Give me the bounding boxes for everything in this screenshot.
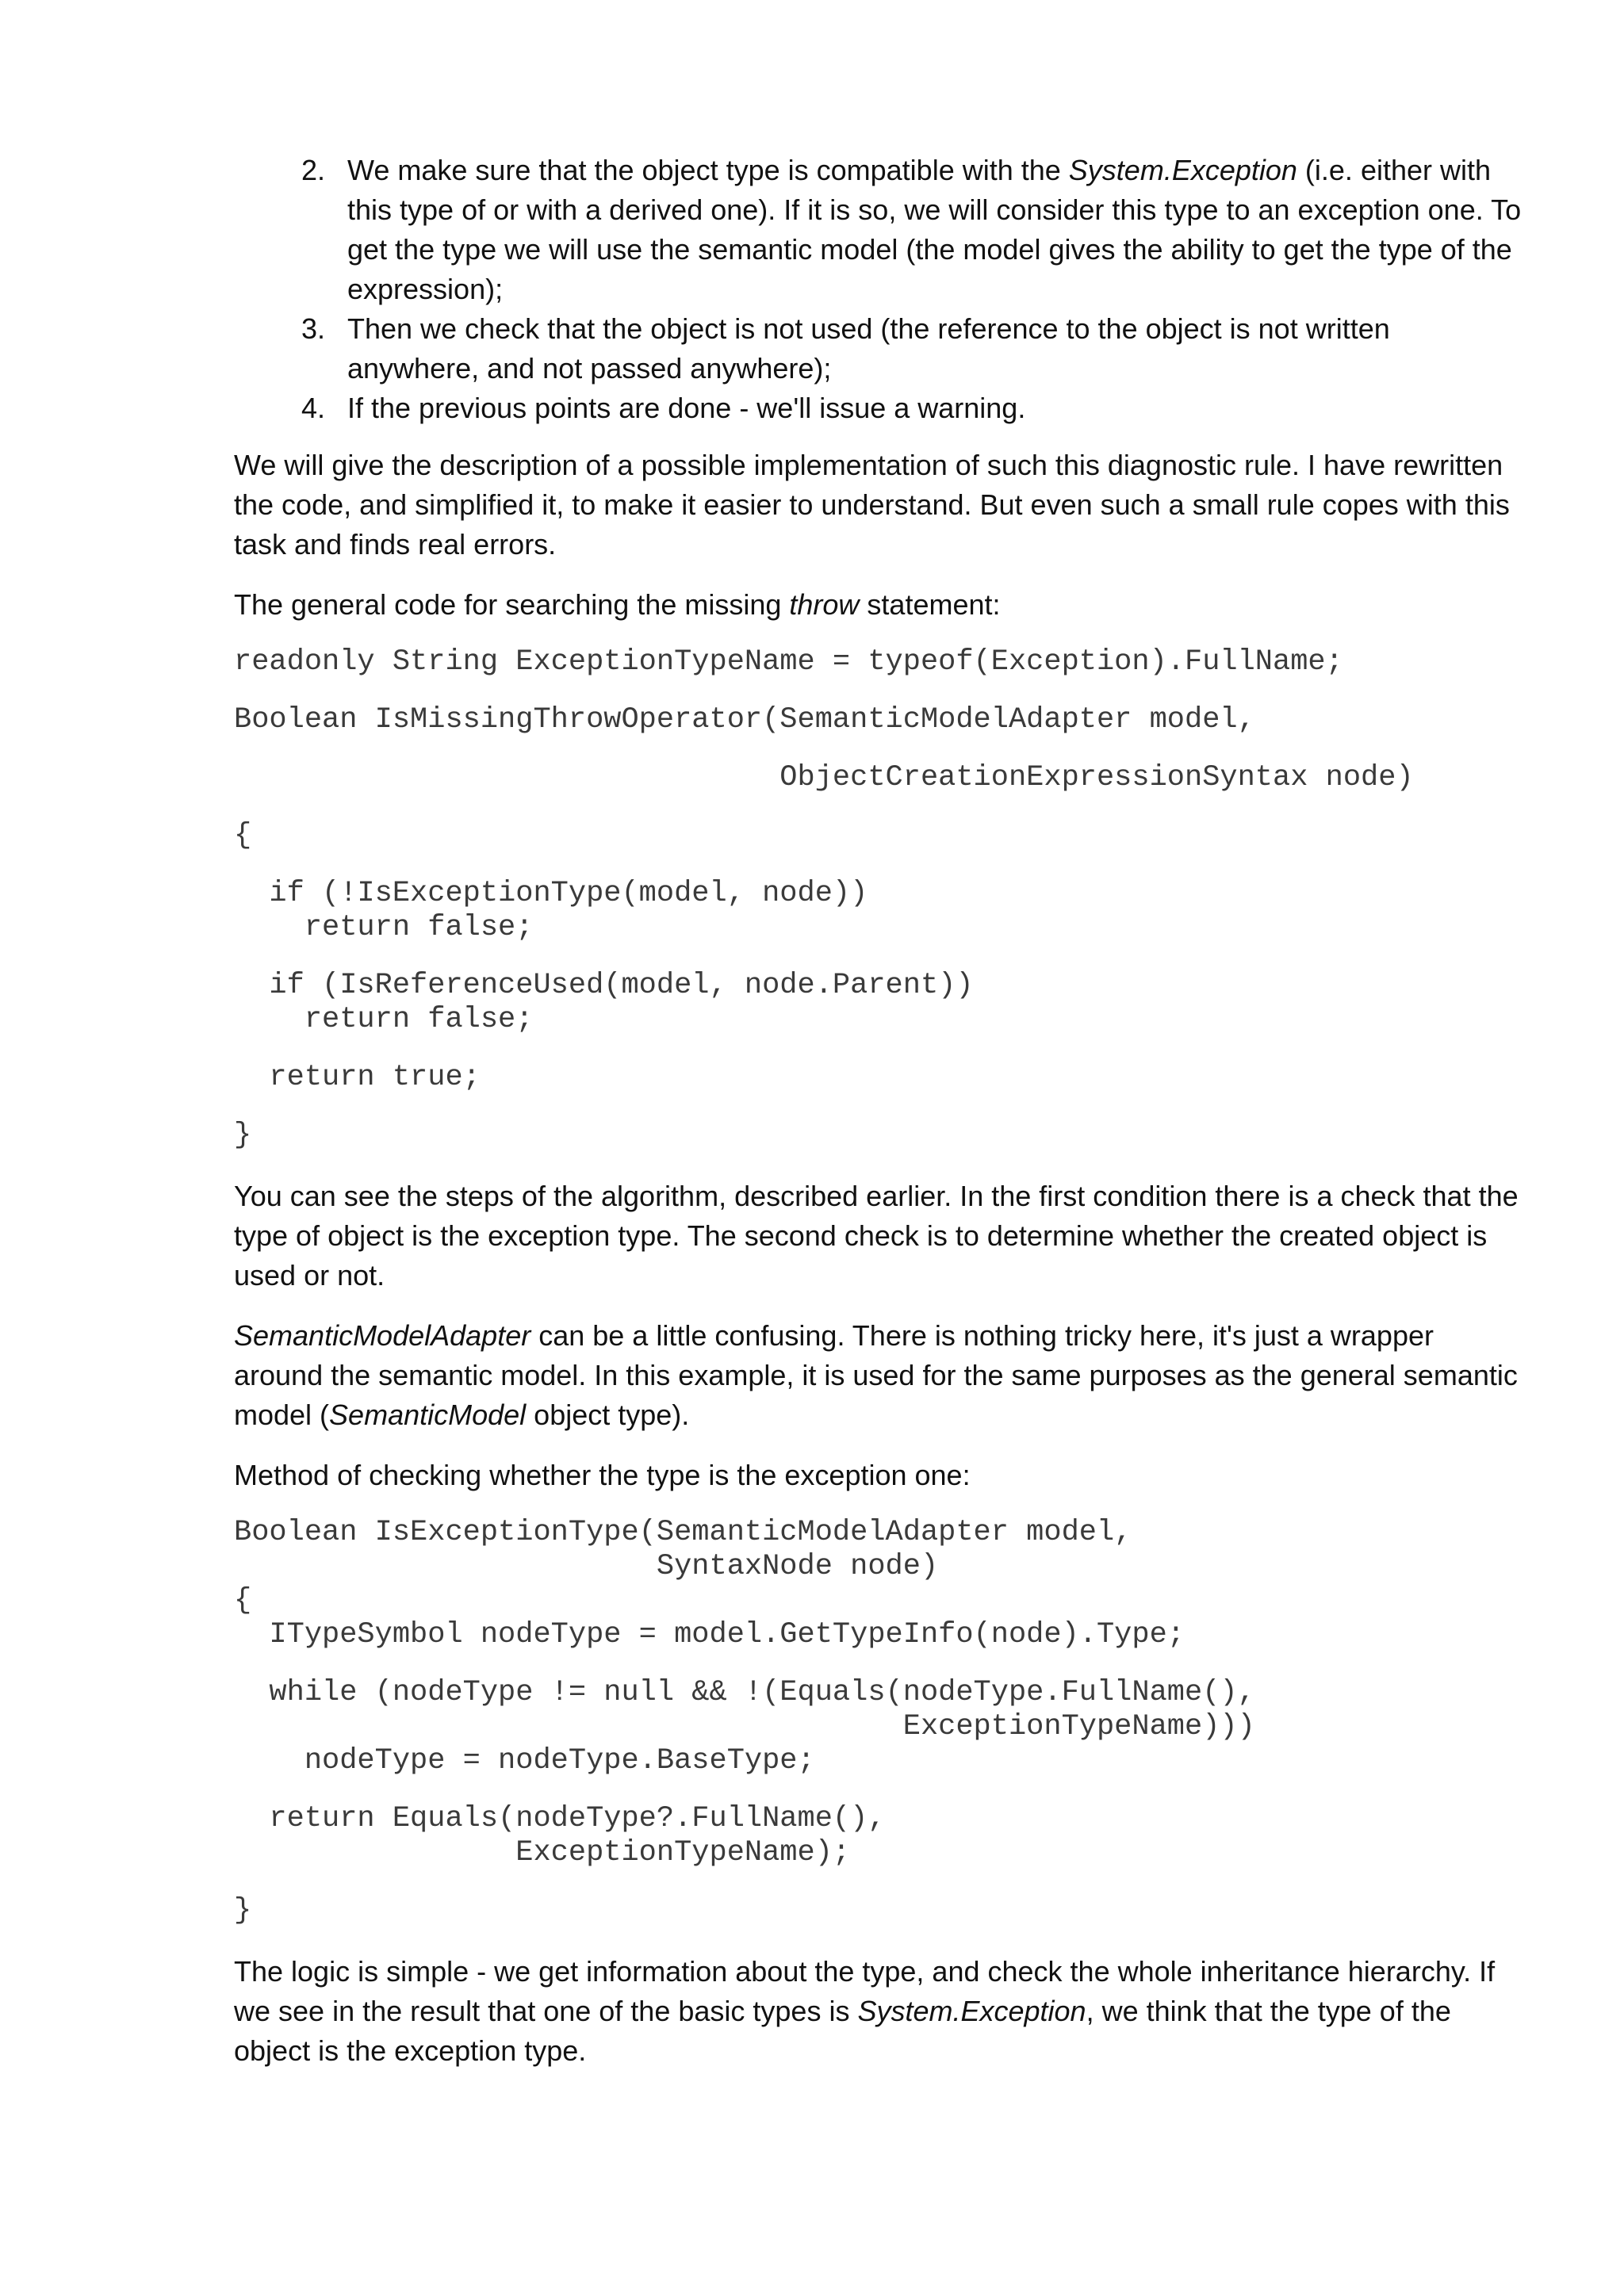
document-body — [234, 151, 1522, 2091]
paragraph-implementation: We will give the description of a possible implementation of such this diagnostic rule. I have rewritten the code, and simplified it, to make it easier to understand. But even such a small rule copes with this task and finds real errors. — [234, 449, 1510, 561]
paragraph-text: The logic is simple - we get information about the type, and check the whole inheritance hierarchy. If we see in the result that one of the basic types is — [234, 1955, 1496, 2027]
code-line-signature: Boolean IsMissingThrowOperator(SemanticModelAdapter model, — [234, 703, 1255, 737]
step-text: If the previous points are done - we'll issue a warning. — [347, 392, 1026, 424]
code-line-parameter: ObjectCreationExpressionSyntax node) — [234, 761, 1414, 794]
code-block-while-loop: while (nodeType != null && !(Equals(nodeType.FullName(), ExceptionTypeName))) nodeType = nodeType.BaseType; — [269, 1676, 1255, 1777]
code-block-exception-type-signature: Boolean IsExceptionType(SemanticModelAdapter model, SyntaxNode node) { ITypeSymbol nodeType = model.GetTypeInfo(node).Type; — [234, 1516, 1185, 1651]
paragraph-text: can be a little confusing. There is nothing tricky here, it's just a wrapper around the semantic model. In this example, it is used for the same purposes as the general semantic model ( — [234, 1319, 1518, 1431]
step-text: We make sure that the object type is compatible with the — [347, 154, 1069, 186]
paragraph-steps-seen: You can see the steps of the algorithm, described earlier. In the first condition there is a check that the type of object is the exception type. The second check is to determine whether the created object is used or not. — [234, 1180, 1519, 1292]
list-item — [333, 388, 1522, 428]
paragraph-text: , we think that the type of the object is the exception type. — [234, 1995, 1451, 2067]
algorithm-steps-list — [234, 151, 1522, 428]
code-block-if-exception: if (!IsExceptionType(model, node)) return false; — [269, 877, 868, 944]
code-line-close-brace: } — [234, 1119, 252, 1152]
type-name-emphasis: System.Exception — [1068, 154, 1297, 186]
code-line-open-brace: { — [234, 819, 252, 852]
keyword-emphasis: throw — [789, 588, 860, 621]
code-line-return-true: return true; — [234, 1061, 481, 1094]
paragraph-general-code — [234, 585, 1522, 625]
code-block-return-equals: return Equals(nodeType?.FullName(), ExceptionTypeName); — [269, 1802, 886, 1869]
paragraph-adapter — [234, 1316, 1522, 1435]
code-block-if-reference: if (IsReferenceUsed(model, node.Parent)) return false; — [269, 969, 974, 1036]
step-text: Then we check that the object is not used (the reference to the object is not written anywhere, and not passed anywhere); — [347, 312, 1390, 385]
class-name-emphasis: SemanticModel — [329, 1399, 527, 1431]
code-line-readonly: readonly String ExceptionTypeName = typeof(Exception).FullName; — [234, 645, 1343, 679]
code-line-close-brace: } — [234, 1894, 252, 1927]
list-item — [333, 151, 1522, 309]
step-text: (i.e. either with this type of or with a derived one). If it is so, we will consider this type to an exception one. To get the type we will use the semantic model (the model gives the ability to get the type of the expression); — [347, 154, 1522, 305]
paragraph-method: Method of checking whether the type is the exception one: — [234, 1459, 971, 1491]
paragraph-text: object type). — [526, 1399, 690, 1431]
paragraph-text: The general code for searching the missing — [234, 588, 790, 621]
class-name-emphasis: SemanticModelAdapter — [234, 1319, 531, 1352]
paragraph-logic — [234, 1952, 1522, 2071]
list-item — [333, 309, 1522, 388]
paragraph-text: statement: — [859, 588, 1001, 621]
type-name-emphasis: System.Exception — [857, 1995, 1086, 2027]
